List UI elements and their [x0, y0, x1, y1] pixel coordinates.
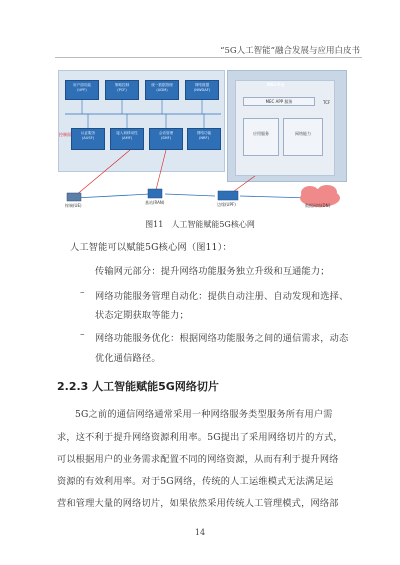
list-item: 优化通信路径。: [95, 353, 161, 364]
core-network-figure: [55, 66, 355, 216]
section-heading: 2.2.3 人工智能赋能5G网络切片: [57, 380, 219, 393]
paragraph-line: 营和管理大量的网络切片，如果依然采用传统人工管理模式，网络部: [57, 498, 339, 509]
nf-block: 网络功能 (NRF): [187, 128, 221, 150]
list-bullet: –: [80, 288, 85, 298]
node-label: 基站(RAN): [145, 200, 165, 205]
paragraph-line: 资源的有效利用率。对于5G网络，传统的人工运维模式无法满足运: [57, 476, 334, 487]
list-bullet: –: [80, 330, 85, 340]
paragraph-line: 5G之前的通信网络通常采用一种网络服务类型服务所有用户需: [75, 409, 333, 420]
page-number: 14: [194, 528, 206, 537]
nf-block: 策略控制 (PCF): [105, 80, 139, 100]
mec-title: MEC平台: [267, 82, 285, 87]
nf-block: 会话管理 (SMF): [149, 128, 183, 150]
nf-block: 接入和移动性 (AMF): [110, 128, 144, 150]
list-item: 网络功能服务优化：根据网络功能服务之间的通信需求，动态: [95, 333, 349, 344]
running-header: “5G人工智能”融合发展与应用白皮书: [220, 46, 360, 56]
node-label: 边缘(UPF): [217, 202, 236, 207]
nf-block: 统一数据管理 (UDM): [145, 80, 179, 100]
nf-block: 网络数据 (NWDAF): [185, 80, 219, 100]
intro-line: 人工智能可以赋能5G核心网（图11）：: [70, 242, 232, 253]
mec-box: 网络能力: [283, 118, 323, 156]
figure-caption: 图11 人工智能赋能5G核心网: [145, 220, 255, 229]
paragraph-line: 求，这不利于提升网络资源利用率。5G提出了采用网络切片的方式，: [57, 432, 343, 443]
paragraph-line: 可以根据用户的业务需求配置不同的网络资源，从而有利于提升网络: [57, 454, 339, 465]
nf-block: 用户面功能 (UPF): [65, 80, 99, 100]
mec-tag: TCF: [323, 100, 331, 105]
list-item: 传输网元部分：提升网络功能服务独立升级和互通能力；: [95, 266, 330, 277]
left-panel-tag: 控制面: [59, 132, 71, 137]
mec-box: 应用服务: [243, 118, 279, 156]
header-rule: [55, 57, 362, 58]
node-label: 终端(UE): [65, 203, 82, 208]
list-item: 网络功能服务管理自动化：提供自动注册、自动发现和选择、: [95, 291, 349, 302]
node-label: 数据网络(DN): [305, 203, 331, 208]
nf-block: 认证服务 (AUSF): [71, 128, 105, 150]
list-item: 状态定期获取等能力；: [95, 310, 189, 321]
mec-app-bar: MEC APP 服务: [243, 97, 315, 106]
figure-links: [55, 66, 355, 216]
